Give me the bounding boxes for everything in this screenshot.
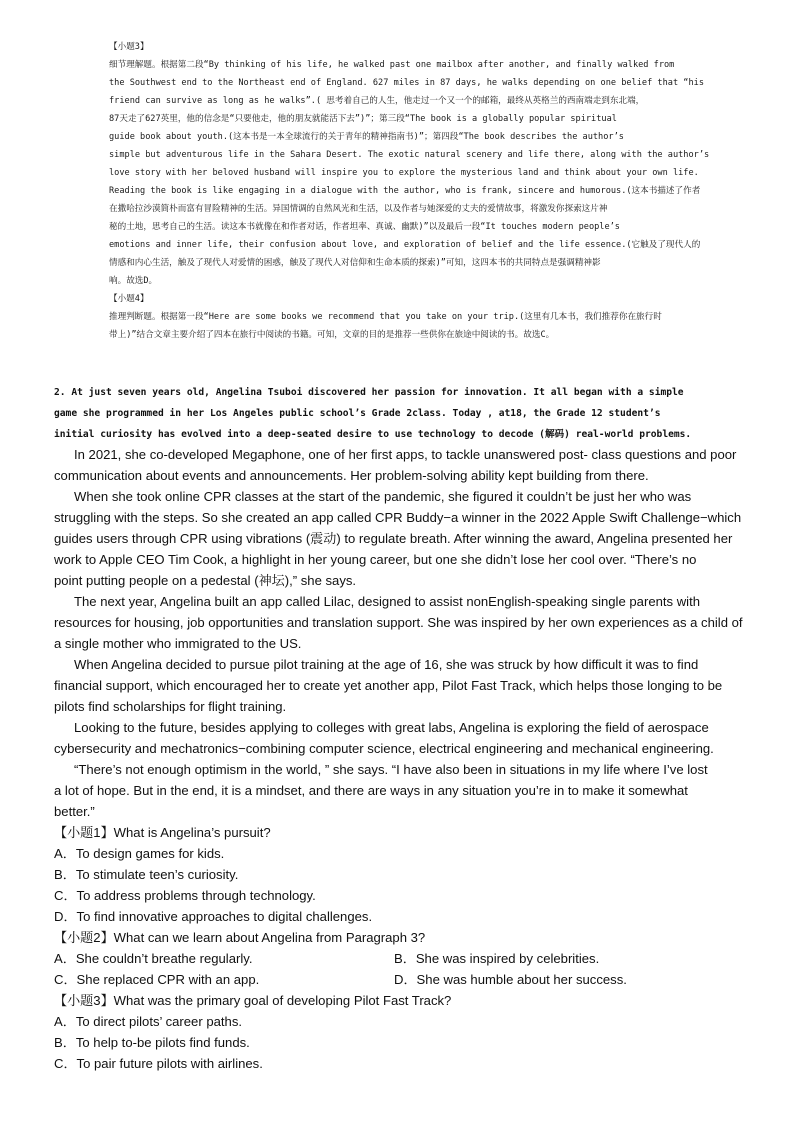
paragraph-line: The next year, Angelina built an app called Lilac, designed to assist nonEnglish-speaking single parents with	[74, 594, 700, 609]
paragraph-line: pilots find scholarships for flight training.	[54, 699, 287, 714]
question-2-option-b[interactable]: B．She was inspired by celebrities.	[394, 951, 600, 966]
intro-line: game she programmed in her Los Angeles public school’s Grade 2class. Today , at18, the Grade 12 student’s	[54, 408, 661, 419]
analysis-q3-line: love story with her beloved husband will inspire you to explore the mysterious land and think about your own life.	[109, 168, 699, 178]
question-2-stem: 【小题2】What can we learn about Angelina from Paragraph 3?	[54, 930, 426, 945]
analysis-section	[109, 38, 749, 344]
intro-line: 2. At just seven years old, Angelina Tsuboi discovered her passion for innovation. It all began with a simple	[54, 387, 684, 398]
analysis-q3-line: 细节理解题。根据第二段“By thinking of his life, he walked past one mailbox after another, and finally walked from	[109, 60, 675, 70]
question-2-options-row	[54, 948, 754, 969]
analysis-q3-line: 情感和内心生活，触及了现代人对爱情的困惑，触及了现代人对信仰和生命本质的探索)”可知，这四本书的共同特点是强调精神影	[109, 258, 601, 268]
analysis-q3-line: 87天走了627英里，他的信念是“只要他走，他的朋友就能活下去”)”；第三段“The book is a globally popular spiritual	[109, 114, 617, 124]
analysis-q3-line: guide book about youth.(这本书是一本全球流行的关于青年的精神指南书)”；第四段“The book describes the author’s	[109, 132, 624, 142]
paragraph-line: When she took online CPR classes at the start of the pandemic, she figured it couldn’t be just her who was	[74, 489, 692, 504]
paragraph-line: When Angelina decided to pursue pilot training at the age of 16, she was struck by how difficult it was to find	[74, 657, 699, 672]
question-2-option-c[interactable]: C．She replaced CPR with an app.	[54, 972, 260, 987]
question-2-options-row	[54, 969, 754, 990]
question-1-option-b[interactable]: B．To stimulate teen’s curiosity.	[54, 867, 239, 882]
analysis-q3-line: 秘的土地，思考自己的生活。读这本书就像在和作者对话，作者坦率、真诚、幽默)”以及最后一段“It touches modern people’s	[109, 222, 620, 232]
analysis-q3-line: friend can survive as long as he walks”.( 思考着自己的人生，他走过一个又一个的邮箱，最终从英格兰的西南端走到东北端，	[109, 96, 645, 106]
analysis-q4-line: 推理判断题。根据第一段“Here are some books we recommend that you take on your trip.(这里有几本书，我们推荐你在旅行时	[109, 312, 662, 322]
question-2-option-a[interactable]: A．She couldn’t breathe regularly.	[54, 951, 253, 966]
paragraph-line: communication about events and announcements. Her problem-solving ability kept building from there.	[54, 468, 649, 483]
question-3-option-a[interactable]: A．To direct pilots’ career paths.	[54, 1014, 242, 1029]
paragraph-line: In 2021, she co-developed Megaphone, one of her first apps, to tackle unanswered post- class questions and poor	[74, 447, 737, 462]
analysis-q4-label: 【小题4】	[109, 294, 149, 304]
question-3-option-b[interactable]: B．To help to-be pilots find funds.	[54, 1035, 250, 1050]
intro-line: initial curiosity has evolved into a deep-seated desire to use technology to decode (解码) real-world problems.	[54, 429, 692, 440]
analysis-q3-line: 响。故选D。	[109, 276, 158, 286]
question-1-option-d[interactable]: D．To find innovative approaches to digital challenges.	[54, 909, 373, 924]
paragraph-line: a single mother who immigrated to the US.	[54, 636, 302, 651]
analysis-q3-label: 【小题3】	[109, 42, 149, 52]
question-1-stem: 【小题1】What is Angelina’s pursuit?	[54, 825, 271, 840]
analysis-q3-line: emotions and inner life, their confusion about love, and exploration of belief and the life essence.(它触及了现代人的	[109, 240, 701, 250]
paragraph-line: Looking to the future, besides applying to colleges with great labs, Angelina is exploring the field of aerospace	[74, 720, 709, 735]
analysis-q4-line: 带上)”结合文章主要介绍了四本在旅行中阅读的书籍。可知，文章的目的是推荐一些供你在旅途中阅读的书。故选C。	[109, 330, 555, 340]
question-1-option-c[interactable]: C．To address problems through technology.	[54, 888, 316, 903]
paragraph-line: point putting people on a pedestal (神坛),” she says.	[54, 573, 357, 588]
paragraph-line: struggling with the steps. So she created an app called CPR Buddy−a winner in the 2022 Apple Swift Challenge−which	[54, 510, 742, 525]
analysis-q3-line: Reading the book is like engaging in a dialogue with the author, who is frank, sincere and humorous.(这本书描述了作者	[109, 186, 701, 196]
paragraph-line: guides users through CPR using vibrations (震动) to regulate breath. After winning the award, Angelina presented her	[54, 531, 733, 546]
paragraph-line: cybersecurity and mechatronics−combining computer science, electrical engineering and mechanical engineering.	[54, 741, 714, 756]
passage-body	[54, 444, 754, 1074]
paragraph-line: financial support, which encouraged her to create yet another app, Pilot Fast Track, which helps those longing to be	[54, 678, 723, 693]
paragraph-line: resources for housing, job opportunities and translation support. She was inspired by her own experiences as a child of	[54, 615, 743, 630]
question-3-stem: 【小题3】What was the primary goal of developing Pilot Fast Track?	[54, 993, 452, 1008]
paragraph-line: “There’s not enough optimism in the world, ” she says. “I have also been in situations in my life where I’ve lost	[74, 762, 708, 777]
paragraph-line: better.”	[54, 804, 95, 819]
passage-intro	[54, 382, 754, 445]
paragraph-line: a lot of hope. But in the end, it is a mindset, and there are ways in any situation you’re in to make it somewhat	[54, 783, 688, 798]
question-3-option-c[interactable]: C．To pair future pilots with airlines.	[54, 1056, 263, 1071]
question-1-option-a[interactable]: A．To design games for kids.	[54, 846, 225, 861]
analysis-q3-line: 在撒哈拉沙漠简朴而富有冒险精神的生活。异国情调的自然风光和生活，以及作者与她深爱的丈夫的爱情故事，将激发你探索这片神	[109, 204, 608, 214]
analysis-q3-line: simple but adventurous life in the Sahara Desert. The exotic natural scenery and life there, along with the author’s	[109, 150, 710, 160]
question-2-option-d[interactable]: D．She was humble about her success.	[394, 972, 627, 987]
paragraph-line: work to Apple CEO Tim Cook, a highlight in her young career, but one she didn’t lose her cool over. “There’s no	[54, 552, 697, 567]
analysis-q3-line: the Southwest end to the Northeast end of England. 627 miles in 87 days, he walks depending on one belief that “his	[109, 78, 704, 88]
